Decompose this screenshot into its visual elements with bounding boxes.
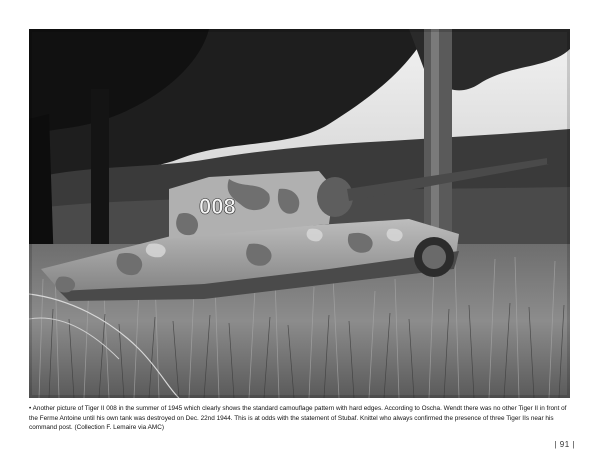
photograph-tiger-ii-tank xyxy=(29,29,570,398)
turret-number: 008 xyxy=(199,194,236,219)
photo-illustration xyxy=(29,29,570,398)
photo-caption: • Another picture of Tiger II 008 in the summer of 1945 which clearly shows the standard camouflage pattern with hard edges. According to Oscha. Wendt there was no other Tiger II in front of the Ferme Antoine until his own tank was destroyed on Dec. 22nd 1944. This is at odds with the statement of Stubaf. Knittel who always confirmed the presence of three Tiger IIs near his command post. (Collection F. Lemaire via AMC) xyxy=(29,405,567,432)
page-number: | 91 | xyxy=(554,440,575,449)
